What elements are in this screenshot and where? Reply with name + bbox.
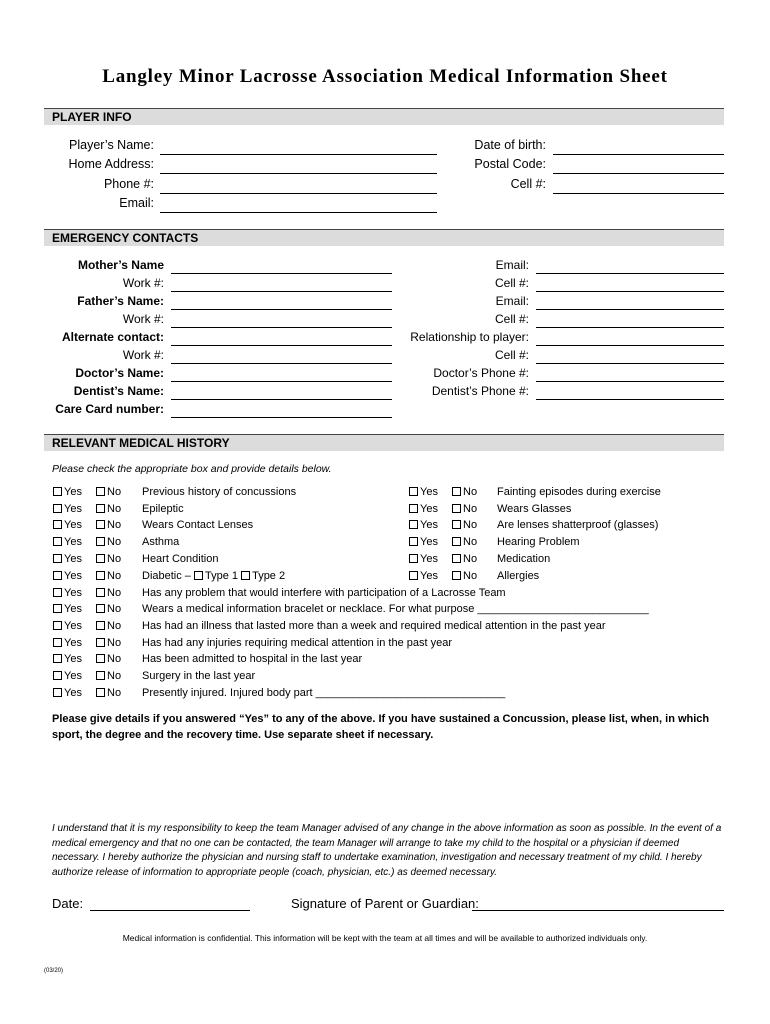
player-field-label: Phone #: (103, 177, 154, 191)
yes-label: Yes (64, 570, 82, 582)
signature-label: Signature of Parent or Guardian: (291, 896, 479, 911)
checkbox-square[interactable] (96, 537, 105, 546)
emergency-field-input[interactable] (171, 327, 392, 328)
player-field-input[interactable] (160, 173, 437, 174)
emergency-field-input[interactable] (171, 273, 392, 274)
checkbox-square[interactable] (53, 554, 62, 563)
no-label: No (463, 553, 478, 565)
checkbox-square[interactable] (96, 487, 105, 496)
no-checkbox[interactable] (452, 570, 477, 582)
date-label: Date: (52, 896, 84, 911)
emergency-field-label: Email: (495, 258, 529, 272)
checkbox-square[interactable] (96, 638, 105, 647)
checkbox-square[interactable] (96, 654, 105, 663)
section-player-info: PLAYER INFO (44, 108, 724, 125)
date-field[interactable] (90, 910, 250, 911)
yes-label: Yes (420, 536, 438, 548)
section-emergency-contacts: EMERGENCY CONTACTS (44, 229, 724, 246)
no-checkbox[interactable] (452, 486, 477, 498)
yes-label: Yes (64, 553, 82, 565)
checkbox-square[interactable] (96, 554, 105, 563)
medical-item: Medication (497, 553, 551, 565)
yes-checkbox[interactable] (53, 603, 82, 615)
checkbox-square[interactable] (409, 487, 418, 496)
yes-checkbox[interactable] (53, 670, 82, 682)
yes-checkbox[interactable] (53, 620, 82, 632)
emergency-field-label: Doctor’s Phone #: (433, 366, 529, 380)
no-checkbox[interactable] (96, 570, 121, 582)
no-checkbox[interactable] (452, 519, 477, 531)
emergency-field-label: Cell #: (494, 312, 529, 326)
yes-label: Yes (64, 687, 82, 699)
yes-checkbox[interactable] (53, 486, 82, 498)
checkbox-square[interactable] (53, 671, 62, 680)
medical-item: Presently injured. Injured body part _______________________________ (142, 687, 506, 699)
no-checkbox[interactable] (96, 553, 121, 565)
player-field-input[interactable] (553, 154, 724, 155)
no-checkbox[interactable] (96, 653, 121, 665)
no-label: No (107, 653, 122, 665)
yes-label: Yes (64, 536, 82, 548)
player-field-label: Cell #: (510, 177, 546, 191)
checkbox-square[interactable] (409, 504, 418, 513)
medical-item: Wears a medical information bracelet or necklace. For what purpose ____________________________ (142, 603, 649, 615)
yes-checkbox[interactable] (409, 570, 438, 582)
consent-text: I understand that it is my responsibility to keep the team Manager advised of any change in the above information as soon as possible. In the event of a medical emergency and that no one can be contacted, the team Manager will arrange to take my child to the hospital or a physician if deemed necessary. I hereby authorize the physician and nursing staff to undertake examination, investigation and necessary treatment of my child. I hereby authorize release of information to appropriate people (coach, physician, etc.) as deemed necessary. (52, 823, 722, 878)
medical-item: Fainting episodes during exercise (497, 486, 661, 498)
confidential-note: Medical information is confidential. This information will be kept with the team at all times and will be available to authorized individuals only. (122, 933, 648, 943)
checkbox-square[interactable] (452, 504, 461, 513)
emergency-field-input[interactable] (536, 309, 724, 310)
type1-checkbox[interactable] (194, 571, 203, 580)
player-field-input[interactable] (160, 193, 437, 194)
emergency-field-input[interactable] (171, 363, 392, 364)
emergency-field-label: Alternate contact: (61, 330, 164, 344)
no-label: No (107, 519, 122, 531)
player-field-input[interactable] (553, 173, 724, 174)
yes-label: Yes (64, 637, 82, 649)
no-label: No (107, 603, 122, 615)
yes-checkbox[interactable] (53, 553, 82, 565)
yes-label: Yes (64, 587, 82, 599)
checkbox-square[interactable] (96, 504, 105, 513)
medical-item: Wears Glasses (497, 503, 572, 515)
medical-instructions: Please check the appropriate box and provide details below. (52, 463, 332, 475)
emergency-field-label: Work #: (122, 312, 164, 326)
player-field-input[interactable] (160, 154, 437, 155)
emergency-field-input[interactable] (171, 381, 392, 382)
no-checkbox[interactable] (96, 687, 121, 699)
no-checkbox[interactable] (452, 536, 477, 548)
no-label: No (463, 519, 478, 531)
no-label: No (107, 620, 122, 632)
checkbox-square[interactable] (53, 604, 62, 613)
checkbox-square[interactable] (53, 654, 62, 663)
yes-label: Yes (420, 519, 438, 531)
no-label: No (107, 536, 122, 548)
no-checkbox[interactable] (96, 536, 121, 548)
player-field-label: Postal Code: (474, 157, 546, 171)
checkbox-square[interactable] (96, 571, 105, 580)
no-label: No (463, 570, 478, 582)
yes-checkbox[interactable] (53, 637, 82, 649)
medical-item: Previous history of concussions (142, 486, 297, 498)
no-checkbox[interactable] (96, 486, 121, 498)
medical-item (142, 570, 285, 582)
yes-label: Yes (64, 519, 82, 531)
no-label: No (107, 570, 122, 582)
checkbox-square[interactable] (96, 604, 105, 613)
version-label: (03/20) (44, 968, 64, 974)
no-label: No (107, 637, 122, 649)
emergency-field-input[interactable] (536, 345, 724, 346)
no-checkbox[interactable] (96, 620, 121, 632)
emergency-field-label: Cell #: (494, 348, 529, 362)
yes-label: Yes (64, 603, 82, 615)
yes-checkbox[interactable] (53, 687, 82, 699)
emergency-field-input[interactable] (536, 399, 724, 400)
player-field-label: Player’s Name: (69, 138, 154, 152)
checkbox-square[interactable] (53, 588, 62, 597)
checkbox-square[interactable] (53, 537, 62, 546)
type1-label: Type 1 (204, 570, 239, 582)
medical-item: Has any problem that would interfere with participation of a Lacrosse Team (142, 587, 506, 599)
checkbox-square[interactable] (53, 621, 62, 630)
page-title: Langley Minor Lacrosse Association Medical Information Sheet (102, 66, 668, 87)
medical-item: Epileptic (142, 503, 184, 515)
emergency-field-label: Care Card number: (55, 402, 164, 416)
checkbox-square[interactable] (452, 554, 461, 563)
emergency-field-label: Dentist’s Name: (73, 384, 164, 398)
medical-item: Has had any injuries requiring medical attention in the past year (142, 637, 453, 649)
type2-checkbox[interactable] (241, 571, 250, 580)
no-checkbox[interactable] (96, 587, 121, 599)
checkbox-square[interactable] (53, 487, 62, 496)
emergency-field-input[interactable] (171, 417, 392, 418)
section-medical-history: RELEVANT MEDICAL HISTORY (44, 434, 724, 451)
no-label: No (107, 486, 122, 498)
emergency-field-label: Father’s Name: (77, 294, 164, 308)
no-checkbox[interactable] (452, 553, 477, 565)
checkbox-square[interactable] (96, 621, 105, 630)
yes-label: Yes (64, 653, 82, 665)
yes-label: Yes (64, 503, 82, 515)
medical-item: Has been admitted to hospital in the last year (142, 653, 363, 665)
emergency-field-label: Mother’s Name (77, 258, 164, 272)
emergency-field-input[interactable] (536, 363, 724, 364)
yes-checkbox[interactable] (53, 503, 82, 515)
yes-label: Yes (420, 570, 438, 582)
checkbox-square[interactable] (53, 571, 62, 580)
emergency-field-input[interactable] (536, 291, 724, 292)
medical-item: Asthma (142, 536, 180, 548)
emergency-field-label: Work #: (122, 348, 164, 362)
checkbox-square[interactable] (409, 571, 418, 580)
yes-checkbox[interactable] (409, 486, 438, 498)
medical-item-text: Diabetic – (142, 570, 191, 582)
checkbox-square[interactable] (452, 537, 461, 546)
medical-item: Allergies (497, 570, 540, 582)
emergency-field-label: Relationship to player: (410, 330, 529, 344)
medical-item: Heart Condition (142, 553, 219, 565)
medical-item: Are lenses shatterproof (glasses) (497, 519, 659, 531)
player-field-label: Email: (119, 196, 154, 210)
no-label: No (107, 587, 122, 599)
yes-checkbox[interactable] (53, 653, 82, 665)
no-label: No (107, 553, 122, 565)
emergency-field-label: Email: (495, 294, 529, 308)
no-label: No (107, 687, 122, 699)
no-label: No (463, 486, 478, 498)
yes-checkbox[interactable] (409, 536, 438, 548)
player-field-label: Date of birth: (474, 138, 546, 152)
emergency-field-label: Work #: (122, 276, 164, 290)
checkbox-square[interactable] (53, 638, 62, 647)
signature-field[interactable] (472, 910, 724, 911)
emergency-field-label: Cell #: (494, 276, 529, 290)
no-checkbox[interactable] (96, 519, 121, 531)
yes-checkbox[interactable] (409, 519, 438, 531)
type2-label: Type 2 (252, 570, 286, 582)
yes-label: Yes (64, 670, 82, 682)
medical-item: Surgery in the last year (142, 670, 256, 682)
checkbox-square[interactable] (96, 688, 105, 697)
no-label: No (463, 536, 478, 548)
medical-item: Wears Contact Lenses (142, 519, 254, 531)
checkbox-square[interactable] (452, 571, 461, 580)
checkbox-square[interactable] (96, 588, 105, 597)
yes-checkbox[interactable] (53, 536, 82, 548)
no-checkbox[interactable] (96, 637, 121, 649)
checkbox-square[interactable] (409, 537, 418, 546)
checkbox-square[interactable] (96, 671, 105, 680)
checkbox-square[interactable] (409, 520, 418, 529)
no-label: No (463, 503, 478, 515)
medical-item: Hearing Problem (497, 536, 580, 548)
checkbox-square[interactable] (53, 520, 62, 529)
medical-item: Has had an illness that lasted more than a week and required medical attention in the past year (142, 620, 606, 632)
details-note: Please give details if you answered “Yes” to any of the above. If you have sustained a Concussion, please list, when, in which sport, the degree and the recovery time. Use separate sheet if necessary. (52, 713, 710, 741)
no-checkbox[interactable] (452, 503, 477, 515)
yes-checkbox[interactable] (53, 570, 82, 582)
yes-checkbox[interactable] (409, 553, 438, 565)
emergency-field-input[interactable] (171, 291, 392, 292)
no-label: No (107, 670, 122, 682)
yes-label: Yes (420, 503, 438, 515)
player-field-label: Home Address: (68, 157, 154, 171)
no-checkbox[interactable] (96, 603, 121, 615)
checkbox-square[interactable] (452, 520, 461, 529)
yes-label: Yes (64, 486, 82, 498)
no-checkbox[interactable] (96, 503, 121, 515)
emergency-field-input[interactable] (171, 309, 392, 310)
checkbox-square[interactable] (53, 688, 62, 697)
no-checkbox[interactable] (96, 670, 121, 682)
player-field-input[interactable] (160, 212, 437, 213)
emergency-field-label: Doctor’s Name: (75, 366, 164, 380)
yes-label: Yes (420, 553, 438, 565)
checkbox-square[interactable] (409, 554, 418, 563)
yes-checkbox[interactable] (53, 587, 82, 599)
checkbox-square[interactable] (452, 487, 461, 496)
no-label: No (107, 503, 122, 515)
emergency-field-input[interactable] (171, 345, 392, 346)
yes-label: Yes (64, 620, 82, 632)
emergency-field-label: Dentist’s Phone #: (431, 384, 529, 398)
yes-label: Yes (420, 486, 438, 498)
emergency-field-input[interactable] (536, 273, 724, 274)
checkbox-square[interactable] (96, 520, 105, 529)
player-field-input[interactable] (553, 193, 724, 194)
yes-checkbox[interactable] (409, 503, 438, 515)
yes-checkbox[interactable] (53, 519, 82, 531)
emergency-field-input[interactable] (536, 327, 724, 328)
emergency-field-input[interactable] (171, 399, 392, 400)
checkbox-square[interactable] (53, 504, 62, 513)
emergency-field-input[interactable] (536, 381, 724, 382)
